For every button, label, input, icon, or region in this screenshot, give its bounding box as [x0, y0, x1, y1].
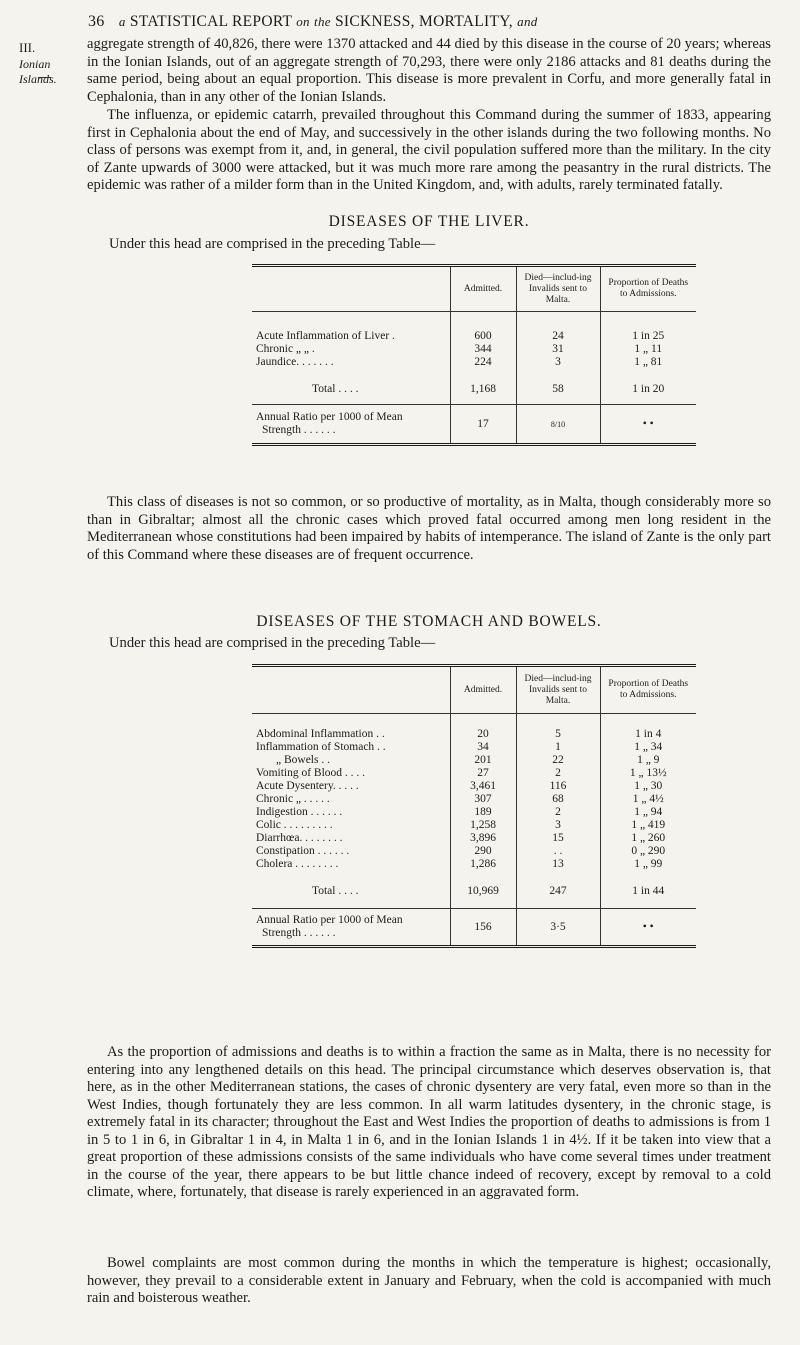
- margin-rule: [38, 77, 51, 78]
- paragraph-influenza: The influenza, or epidemic catarrh, prevailed throughout this Command during the summer of 1833, appearing first in Cephalonia about the end of May, and successively in the other islands during the two following months. No class of persons was exempt from it, and, in general, the civil population suffered more than the military. In the city of Zante upwards of 3000 were attacked, but it was much more rare among the peasantry in the rural districts. The epidemic was rather of a milder form than in the United Kingdom, and, with adults, rarely terminated fatally.: [87, 107, 771, 193]
- heading-liver: DISEASES OF THE LIVER.: [328, 213, 530, 230]
- table-row: Diarrhœa. . . . . . . . 3,896 15 1 „ 260: [252, 832, 696, 845]
- liver-table: [252, 264, 696, 446]
- col-proportion: Proportion of Deaths to Admissions.: [600, 266, 696, 312]
- paragraph-ophthalmia: aggregate strength of 40,826, there were 1370 attacked and 44 died by this disease in the course of 20 years; whereas in the Ionian Islands, out of an aggregate strength of 70,293, there were only 2186 attacks and 81 deaths during the same period, being about an equal proportion. This disease is more prevalent in Corfu, and more generally fatal in Cephalonia, than in any other of the Ionian Islands.: [87, 36, 771, 105]
- paragraph-liver-commentary: This class of diseases is not so common, or so productive of mortality, as in Malta, though considerably more so than in Gibraltar; almost all the chronic cases which proved fatal occurred among men long resident in the Mediterranean whose constitutions had been impaired by habits of intemperance. The island of Zante is the only part of this Command where these diseases are of frequent occurrence.: [87, 494, 771, 563]
- table-row: Acute Dysentery. . . . . 3,461 116 1 „ 30: [252, 780, 696, 793]
- liver-intro: Under this head are comprised in the preceding Table—: [109, 236, 436, 252]
- total-row: Total . . . . 1,168 58 1 in 20: [252, 383, 696, 405]
- paragraph-bowel-complaints: Bowel complaints are most common during the months in which the temperature is highest; occasionally, however, they prevail to a considerable extent in January and February, when the cold is accompanied with much rain and boisterous weather.: [87, 1255, 771, 1306]
- ratio-row: Annual Ratio per 1000 of Mean Strength . . . . . . 17 8/10 • •: [252, 405, 696, 445]
- stomach-intro: Under this head are comprised in the preceding Table—: [109, 635, 436, 651]
- table-row: „ Bowels . . 201 22 1 „ 9: [252, 754, 696, 767]
- section-number: III.: [19, 40, 36, 55]
- table-header-row: [252, 266, 696, 312]
- col-proportion: Proportion of Deaths to Admissions.: [600, 666, 696, 714]
- col-admitted: Admitted.: [450, 666, 516, 714]
- table-row: Indigestion . . . . . . 189 2 1 „ 94: [252, 806, 696, 819]
- running-title: a STATISTICAL REPORT on the SICKNESS, MORTALITY, and: [118, 13, 538, 30]
- heading-stomach: DISEASES OF THE STOMACH AND BOWELS.: [256, 613, 602, 630]
- table-header-row: [252, 666, 696, 714]
- stomach-table: [252, 664, 696, 948]
- table-row: Acute Inflammation of Liver . 600 24 1 in 25: [252, 330, 696, 343]
- paragraph-dysentery: As the proportion of admissions and deaths is to within a fraction the same as in Malta, there is no necessity for entering into any lengthened details on this head. The principal circumstance which deserves observation is, that here, as in the other Mediterranean stations, the cases of chronic dysentery are very fatal, even more so than in the West Indies, though fortunately they are less common. In all warm latitudes dysentery, in the chronic stage, is extremely fatal in its character; throughout the East and West Indies the proportion of deaths to admissions is from 1 in 5 to 1 in 6, in Gibraltar 1 in 4, in Malta 1 in 6, and in the Ionian Islands 1 in 4½. If it be taken into view that a great proportion of these admissions consists of the same individuals who have come several times under treatment in the course of the year, there appears to be but little chance indeed of recovery, except by removal to a cold climate, where, fortunately, that disease is rarely experienced in an aggravated form.: [87, 1044, 771, 1200]
- section-name: Ionian Islands.: [19, 57, 57, 86]
- table-row: Inflammation of Stomach . . 34 1 1 „ 34: [252, 741, 696, 754]
- table-row: Chronic „ . . . . . 307 68 1 „ 4½: [252, 793, 696, 806]
- col-died: Died—includ-ing Invalids sent to Malta.: [516, 266, 600, 312]
- ratio-row: Annual Ratio per 1000 of Mean Strength . . . . . . 156 3·5 • •: [252, 909, 696, 947]
- total-row: Total . . . . 10,969 247 1 in 44: [252, 885, 696, 909]
- table-row: Jaundice. . . . . . . 224 3 1 „ 81: [252, 356, 696, 369]
- table-row: Vomiting of Blood . . . . 27 2 1 „ 13½: [252, 767, 696, 780]
- page-number: 36: [88, 13, 105, 30]
- col-admitted: Admitted.: [450, 266, 516, 312]
- table-row: Chronic „ „ . 344 31 1 „ 11: [252, 343, 696, 356]
- running-header: [88, 13, 770, 31]
- table-row: Abdominal Inflammation . . 20 5 1 in 4: [252, 728, 696, 741]
- table-row: Constipation . . . . . . 290 . . 0 „ 290: [252, 845, 696, 858]
- table-row: Colic . . . . . . . . . 1,258 3 1 „ 419: [252, 819, 696, 832]
- table-row: Cholera . . . . . . . . 1,286 13 1 „ 99: [252, 858, 696, 871]
- col-died: Died—includ-ing Invalids sent to Malta.: [516, 666, 600, 714]
